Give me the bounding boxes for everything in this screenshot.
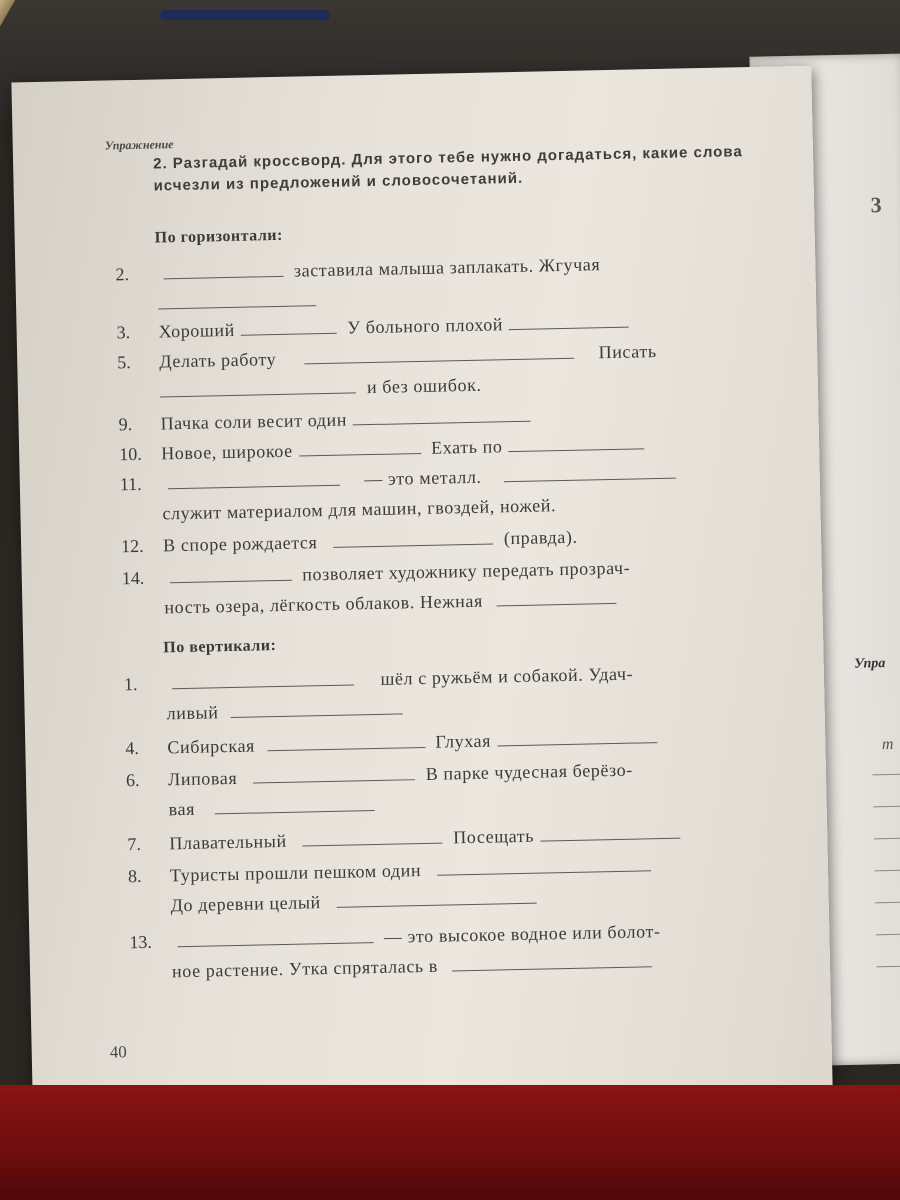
answer-blank[interactable] [337,889,537,908]
clue-h12 [121,521,761,558]
answer-blank[interactable] [540,824,680,842]
clue-number: 5. [117,352,131,373]
exercise-label: Упражнение [104,137,174,153]
clue-text: ность озера, лёгкость облаков. Нежная [164,590,484,618]
clue-text: вая [168,798,196,820]
answer-blank[interactable] [241,319,337,336]
clue-text: заставила малыша заплакать. Жгучая [293,254,601,281]
clue-text: Пачка соли весит один [160,409,348,434]
clue-text: Ехать по [430,436,503,458]
answer-blank[interactable] [509,313,629,331]
clue-number: 9. [118,414,133,435]
clue-v7 [127,819,767,856]
clue-text: — это металл. [364,466,482,490]
clue-text: Туристы прошли пешком один [169,860,422,886]
exercise-heading [153,141,744,197]
answer-blank[interactable] [158,291,316,309]
clue-h5-continuation [160,367,760,404]
clue-text: В споре рождается [162,532,318,556]
clue-number: 2. [115,264,130,285]
clue-number: 14. [121,567,145,589]
clue-text: шёл с ружьём и собакой. Удач- [380,663,634,689]
red-cloth [0,1085,900,1200]
clue-number: 12. [120,535,144,557]
clue-v4 [125,723,765,760]
answer-blank[interactable] [160,378,356,397]
answer-blank[interactable] [253,765,415,783]
answer-blank[interactable] [304,344,574,365]
clue-number: 3. [116,322,131,343]
workbook-page [11,66,832,1103]
answer-blank[interactable] [508,434,644,452]
clue-v8-continuation [170,881,770,918]
clue-number: 11. [119,473,142,495]
right-page-line [875,901,900,903]
right-page-line [872,773,900,775]
page-number: 40 [109,1042,127,1062]
answer-blank[interactable] [437,856,651,875]
clue-number: 8. [127,865,142,887]
exercise-number: 2. [152,155,168,173]
clue-text: Глухая [435,730,492,752]
clue-text: Посещать [452,825,535,848]
answer-blank[interactable] [177,928,373,947]
clue-text: Липовая [167,767,238,790]
exercise-instruction: Разгадай кроссворд. Для этого тебе нужно догадаться, какие слова исчезли из предложений и словосочетаний. [153,143,743,195]
clue-text: До деревни целый [170,892,321,916]
answer-blank[interactable] [170,566,292,584]
right-page-line [875,869,900,871]
clue-text: Сибирская [167,735,256,758]
answer-blank[interactable] [168,471,340,490]
answer-blank[interactable] [353,407,531,426]
clue-number: 4. [125,737,140,759]
clue-number: 7. [127,833,142,855]
clue-text: позволяет художнику передать прозрач- [302,557,631,585]
clue-v13-continuation [172,947,772,984]
clue-text: Делать работу [159,349,277,372]
vertical-heading: По вертикали: [163,637,277,657]
answer-blank[interactable] [452,952,652,971]
answer-blank[interactable] [172,670,354,689]
answer-blank[interactable] [497,728,657,746]
clue-text: и без ошибок. [366,374,482,398]
clue-number: 13. [129,931,153,953]
right-page-exercise-label: Упра [854,656,886,672]
right-page-line [873,805,900,807]
pen [160,10,330,20]
clue-number: 10. [119,443,142,465]
clue-text: Писать [598,341,657,363]
clue-text: (правда). [503,526,578,549]
answer-blank[interactable] [230,699,402,718]
answer-blank[interactable] [299,439,421,457]
answer-blank[interactable] [497,589,617,607]
right-page-number: 3 [870,192,882,218]
right-page-line [874,837,900,839]
answer-blank[interactable] [215,796,375,814]
clue-v6-continuation [168,785,768,822]
clue-text: — это высокое водное или болот- [383,921,661,947]
answer-blank[interactable] [163,262,283,280]
answer-blank[interactable] [333,529,493,547]
clue-text: Хороший [158,319,236,342]
answer-blank[interactable] [503,464,675,483]
clue-text: ливый [166,702,219,724]
horizontal-heading: По горизонтали: [154,226,284,247]
clue-h14-continuation [164,583,764,620]
right-page-letter: т [881,735,894,754]
clue-number: 1. [123,673,138,695]
clue-text: У больного плохой [347,314,504,338]
clue-number: 6. [125,769,140,791]
clue-h11-continuation: служит материалом для машин, гвоздей, ножей. [162,495,557,524]
clue-text: ное растение. Утка спряталась в [171,955,439,982]
clue-text: Новое, широкое [160,440,293,464]
answer-blank[interactable] [303,829,443,847]
right-page-line [877,965,900,967]
clue-text: В парке чудесная берёзо- [425,759,633,784]
clue-text: Плавательный [169,830,287,854]
right-page-line [876,933,900,935]
clue-v1-continuation [166,689,766,726]
answer-blank[interactable] [267,733,425,751]
